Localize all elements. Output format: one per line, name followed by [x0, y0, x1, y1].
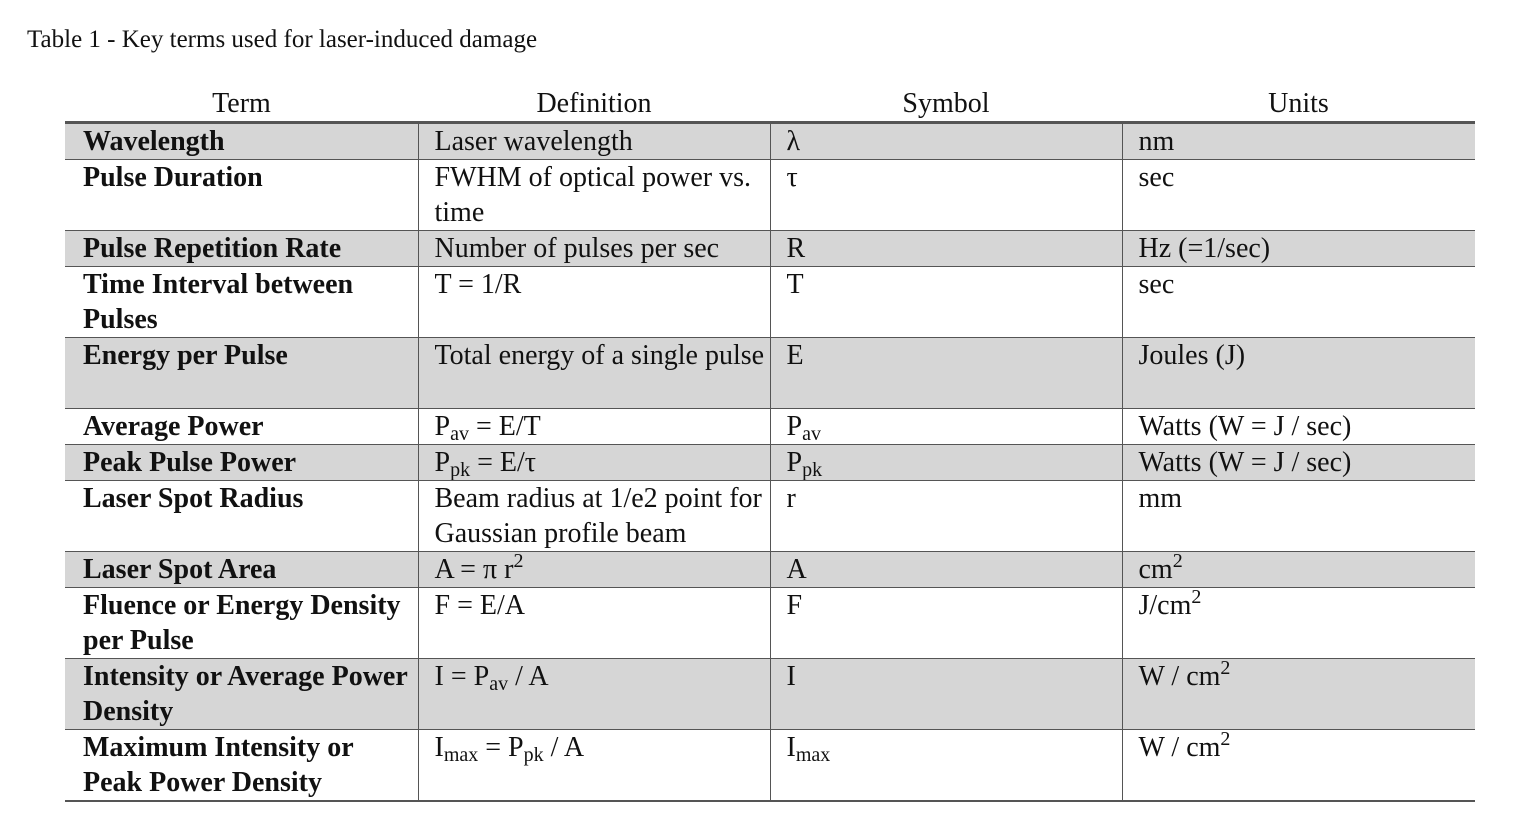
term-cell: Pulse Repetition Rate — [65, 231, 418, 267]
header-definition: Definition — [418, 86, 770, 123]
definition-cell: Number of pulses per sec — [418, 231, 770, 267]
units-cell: mm — [1122, 481, 1475, 552]
table-row — [65, 267, 1475, 338]
table-row — [65, 481, 1475, 552]
table-row — [65, 231, 1475, 267]
header-symbol: Symbol — [770, 86, 1122, 123]
definition-cell: Total energy of a single pulse — [418, 338, 770, 409]
definition-cell: $I_{max} = P_{pk} / A$ — [418, 730, 770, 802]
table-row — [65, 659, 1475, 730]
units-cell: nm — [1122, 123, 1475, 160]
table-row — [65, 409, 1475, 445]
term-cell: Pulse Duration — [65, 160, 418, 231]
definition-cell: T = 1/R — [418, 267, 770, 338]
symbol-cell: $P_{pk}$ — [770, 445, 1122, 481]
term-cell: Wavelength — [65, 123, 418, 160]
symbol-cell: E — [770, 338, 1122, 409]
table-caption: Table 1 - Key terms used for laser-induced damage — [27, 26, 538, 53]
term-cell: Laser Spot Area — [65, 552, 418, 588]
units-cell: W / $cm^2$ — [1122, 659, 1475, 730]
header-units: Units — [1122, 86, 1475, 123]
units-cell: Watts (W = J / sec) — [1122, 445, 1475, 481]
term-cell: Intensity or Average Power Density — [65, 659, 418, 730]
units-cell: $J/cm^2$ — [1122, 588, 1475, 659]
term-cell: Peak Pulse Power — [65, 445, 418, 481]
table-row — [65, 730, 1475, 802]
units-cell: sec — [1122, 267, 1475, 338]
definition-cell: Laser wavelength — [418, 123, 770, 160]
definition-cell: $I = P_{av} / A$ — [418, 659, 770, 730]
term-cell: Average Power — [65, 409, 418, 445]
units-cell: W / $cm^2$ — [1122, 730, 1475, 802]
units-cell: sec — [1122, 160, 1475, 231]
symbol-cell: λ — [770, 123, 1122, 160]
term-cell: Fluence or Energy Density per Pulse — [65, 588, 418, 659]
symbol-cell: T — [770, 267, 1122, 338]
symbol-cell: $P_{av}$ — [770, 409, 1122, 445]
header-term: Term — [65, 86, 418, 123]
symbol-cell: $I_{max}$ — [770, 730, 1122, 802]
term-cell: Maximum Intensity or Peak Power Density — [65, 730, 418, 802]
table-row — [65, 445, 1475, 481]
table-row — [65, 588, 1475, 659]
units-cell: Hz (=1/sec) — [1122, 231, 1475, 267]
table-row — [65, 338, 1475, 409]
table-row — [65, 123, 1475, 160]
definition-cell: A = π $r^2$ — [418, 552, 770, 588]
term-cell: Energy per Pulse — [65, 338, 418, 409]
units-cell: Watts (W = J / sec) — [1122, 409, 1475, 445]
definition-cell: F = E/A — [418, 588, 770, 659]
symbol-cell: R — [770, 231, 1122, 267]
symbol-cell: F — [770, 588, 1122, 659]
definition-cell: Beam radius at 1/e2 point for Gaussian profile beam — [418, 481, 770, 552]
symbol-cell: τ — [770, 160, 1122, 231]
definition-cell: FWHM of optical power vs. time — [418, 160, 770, 231]
units-cell: $cm^2$ — [1122, 552, 1475, 588]
header-row — [65, 86, 1475, 123]
symbol-cell: r — [770, 481, 1122, 552]
symbol-cell: I — [770, 659, 1122, 730]
units-cell: Joules (J) — [1122, 338, 1475, 409]
table-row — [65, 160, 1475, 231]
definition-cell: $P_{av} = E/T$ — [418, 409, 770, 445]
key-terms-table — [65, 86, 1475, 802]
term-cell: Laser Spot Radius — [65, 481, 418, 552]
table-row — [65, 552, 1475, 588]
symbol-cell: A — [770, 552, 1122, 588]
term-cell: Time Interval between Pulses — [65, 267, 418, 338]
definition-cell: $P_{pk} = E/\tau$ — [418, 445, 770, 481]
